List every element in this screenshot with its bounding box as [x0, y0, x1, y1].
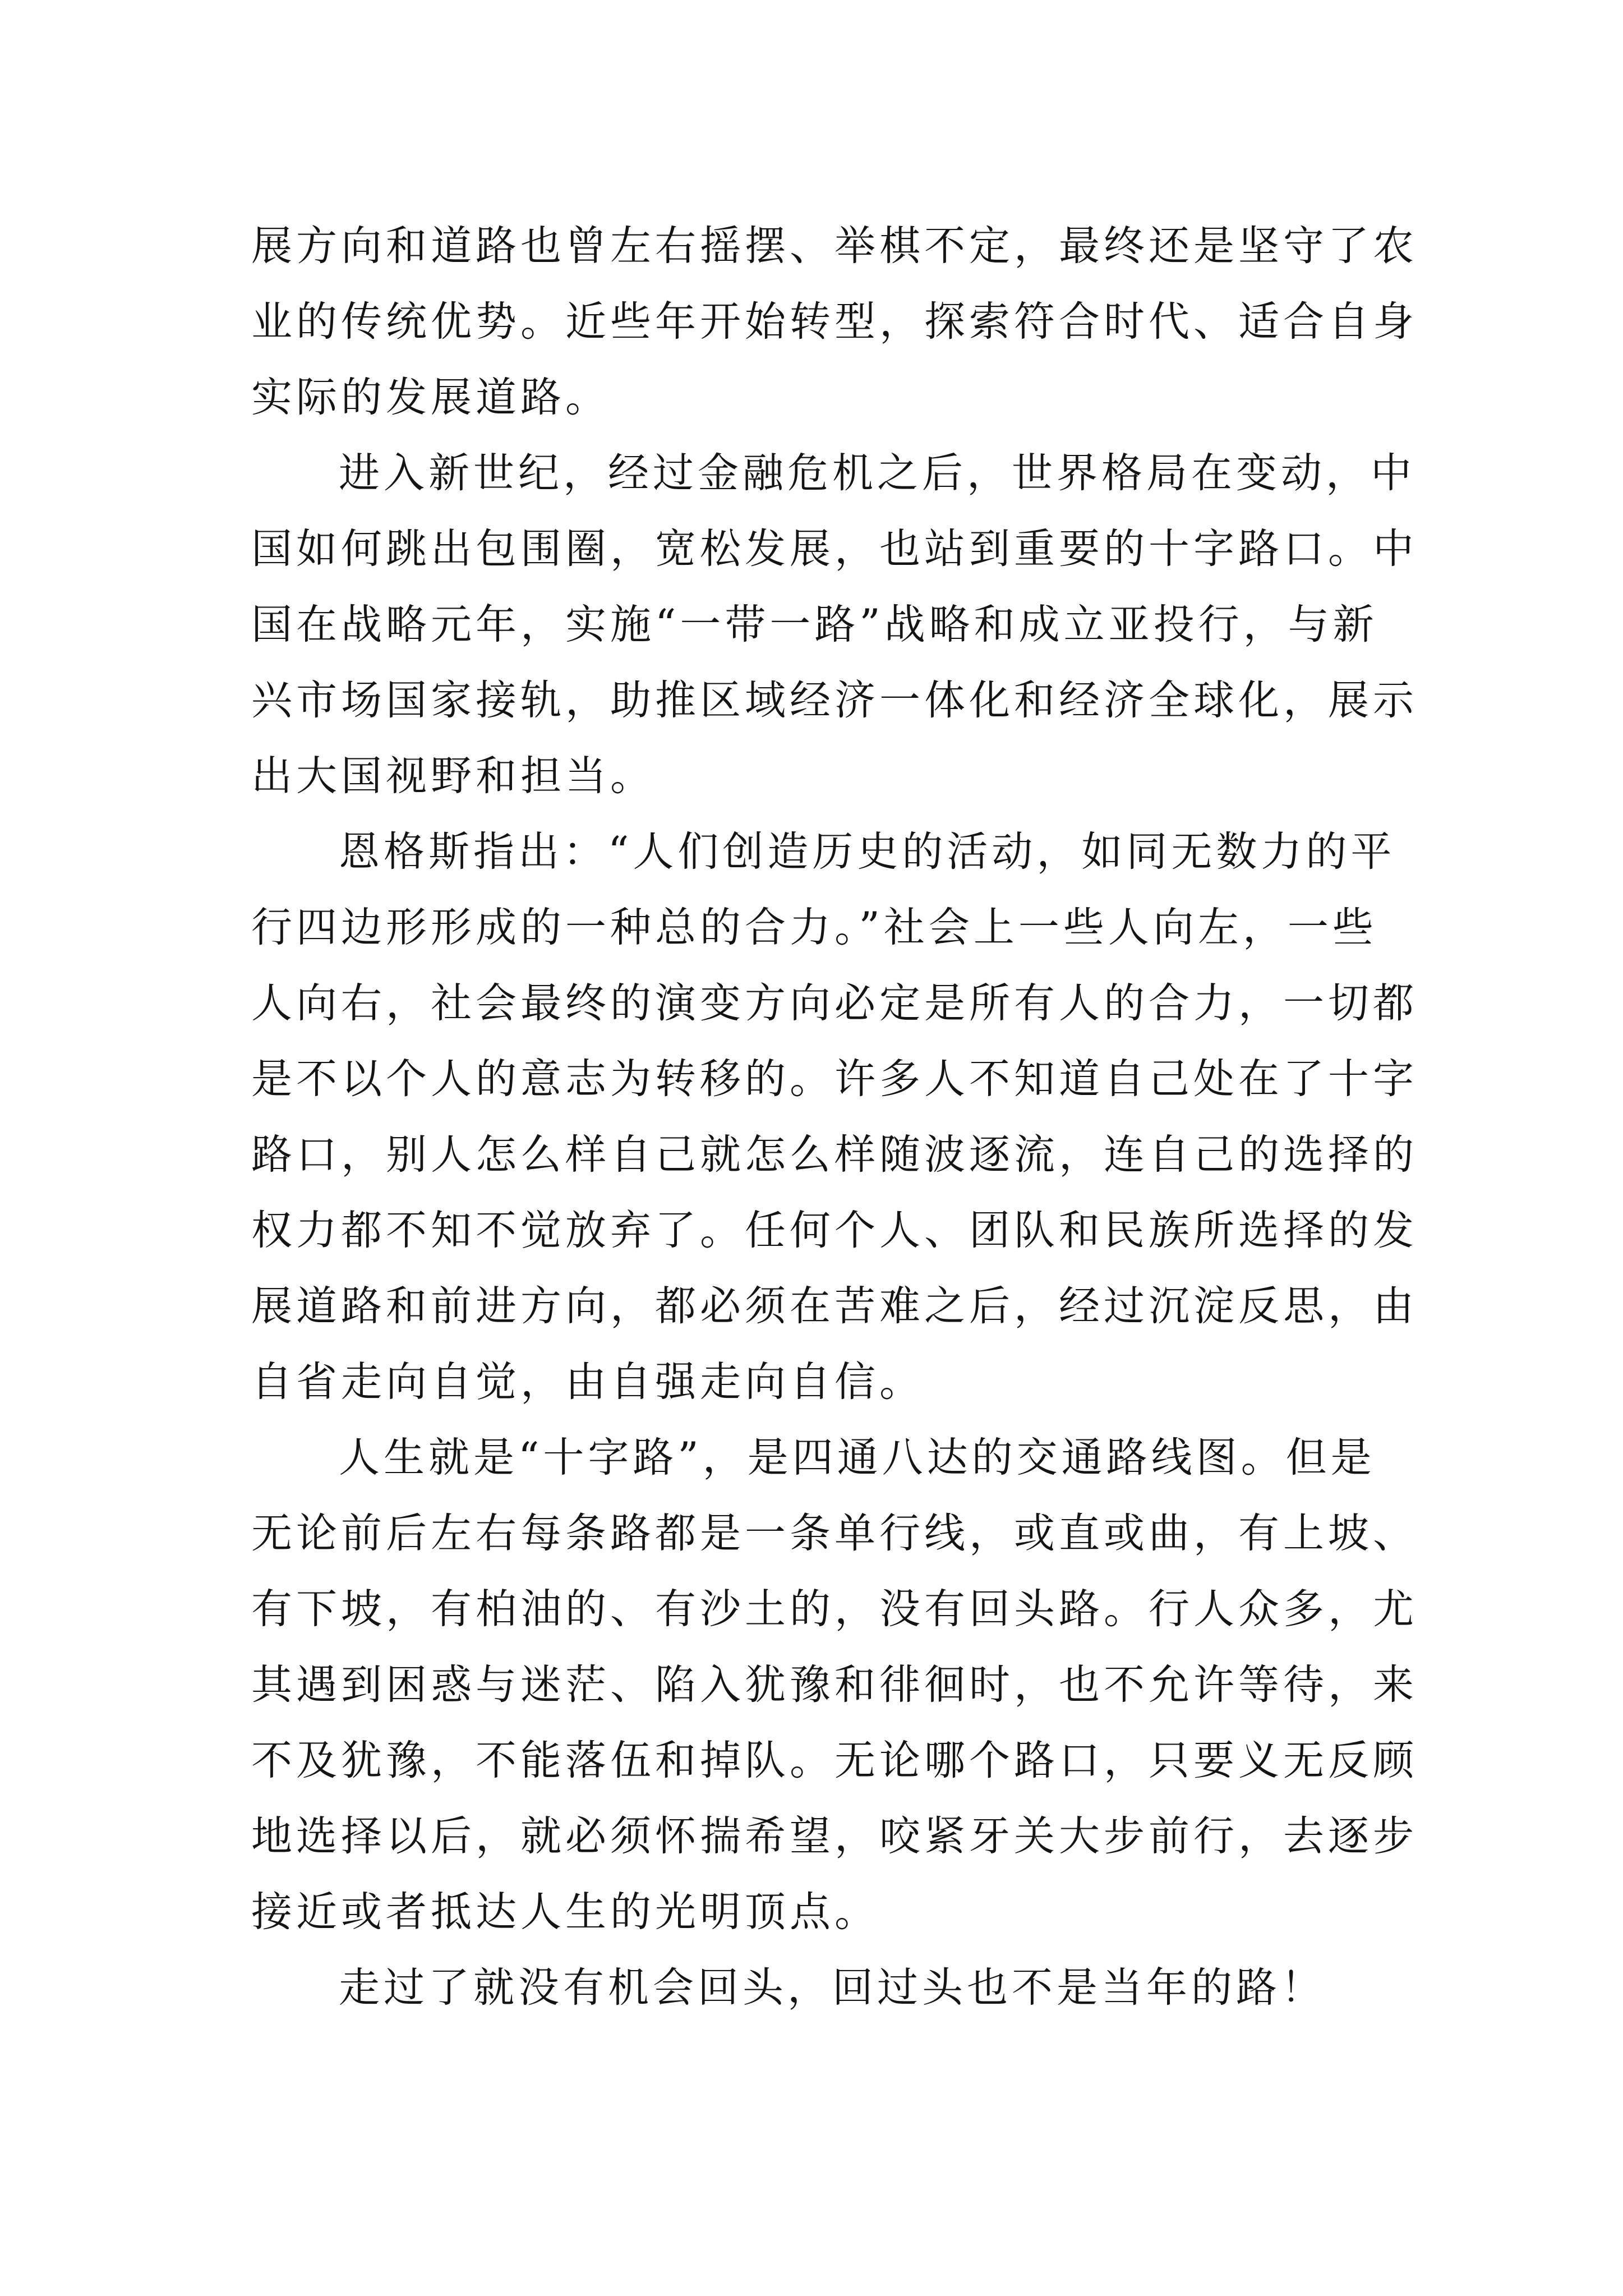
paragraph-first-line: 人生就是“十字路”，是四通八达的交通路线图。但是: [339, 1434, 1376, 1481]
paragraph-first-line: 恩格斯指出：“人们创造历史的活动，如同无数力的平: [339, 828, 1396, 876]
text-line: 业的传统优势。近些年开始转型，探索符合时代、适合自身: [251, 298, 1418, 346]
text-line: 展方向和道路也曾左右摇摆、举棋不定，最终还是坚守了农: [251, 222, 1418, 270]
text-line: 自省走向自觉，由自强走向自信。: [251, 1358, 924, 1406]
text-line: 路口，别人怎么样自己就怎么样随波逐流，连自己的选择的: [251, 1131, 1418, 1179]
text-line: 是不以个人的意志为转移的。许多人不知道自己处在了十字: [251, 1055, 1418, 1103]
text-line: 实际的发展道路。: [251, 374, 610, 421]
text-line: 国在战略元年，实施“一带一路”战略和成立亚投行，与新: [251, 601, 1378, 648]
text-line: 人向右，社会最终的演变方向必定是所有人的合力，一切都: [251, 979, 1418, 1027]
text-line: 出大国视野和担当。: [251, 752, 655, 800]
text-line: 国如何跳出包围圈，宽松发展，也站到重要的十字路口。中: [251, 525, 1418, 573]
text-line: 接近或者抵达人生的光明顶点。: [251, 1888, 879, 1936]
text-line: 不及犹豫，不能落伍和掉队。无论哪个路口，只要义无反顾: [251, 1737, 1418, 1784]
text-line: 展道路和前进方向，都必须在苦难之后，经过沉淀反思，由: [251, 1282, 1418, 1330]
text-line: 有下坡，有柏油的、有沙土的，没有回头路。行人众多，尤: [251, 1585, 1418, 1633]
text-line: 行四边形形成的一种总的合力。”社会上一些人向左，一些: [251, 904, 1377, 951]
text-line: 兴市场国家接轨，助推区域经济一体化和经济全球化，展示: [251, 677, 1418, 724]
paragraph-first-line: 走过了就没有机会回头，回过头也不是当年的路！: [339, 1964, 1326, 2012]
text-line: 其遇到困惑与迷茫、陷入犹豫和徘徊时，也不允许等待，来: [251, 1661, 1418, 1709]
text-line: 权力都不知不觉放弃了。任何个人、团队和民族所选择的发: [251, 1207, 1418, 1254]
text-line: 无论前后左右每条路都是一条单行线，或直或曲，有上坡、: [251, 1510, 1418, 1557]
paragraph-first-line: 进入新世纪，经过金融危机之后，世界格局在变动，中: [339, 449, 1415, 497]
text-line: 地选择以后，就必须怀揣希望，咬紧牙关大步前行，去逐步: [251, 1812, 1418, 1860]
